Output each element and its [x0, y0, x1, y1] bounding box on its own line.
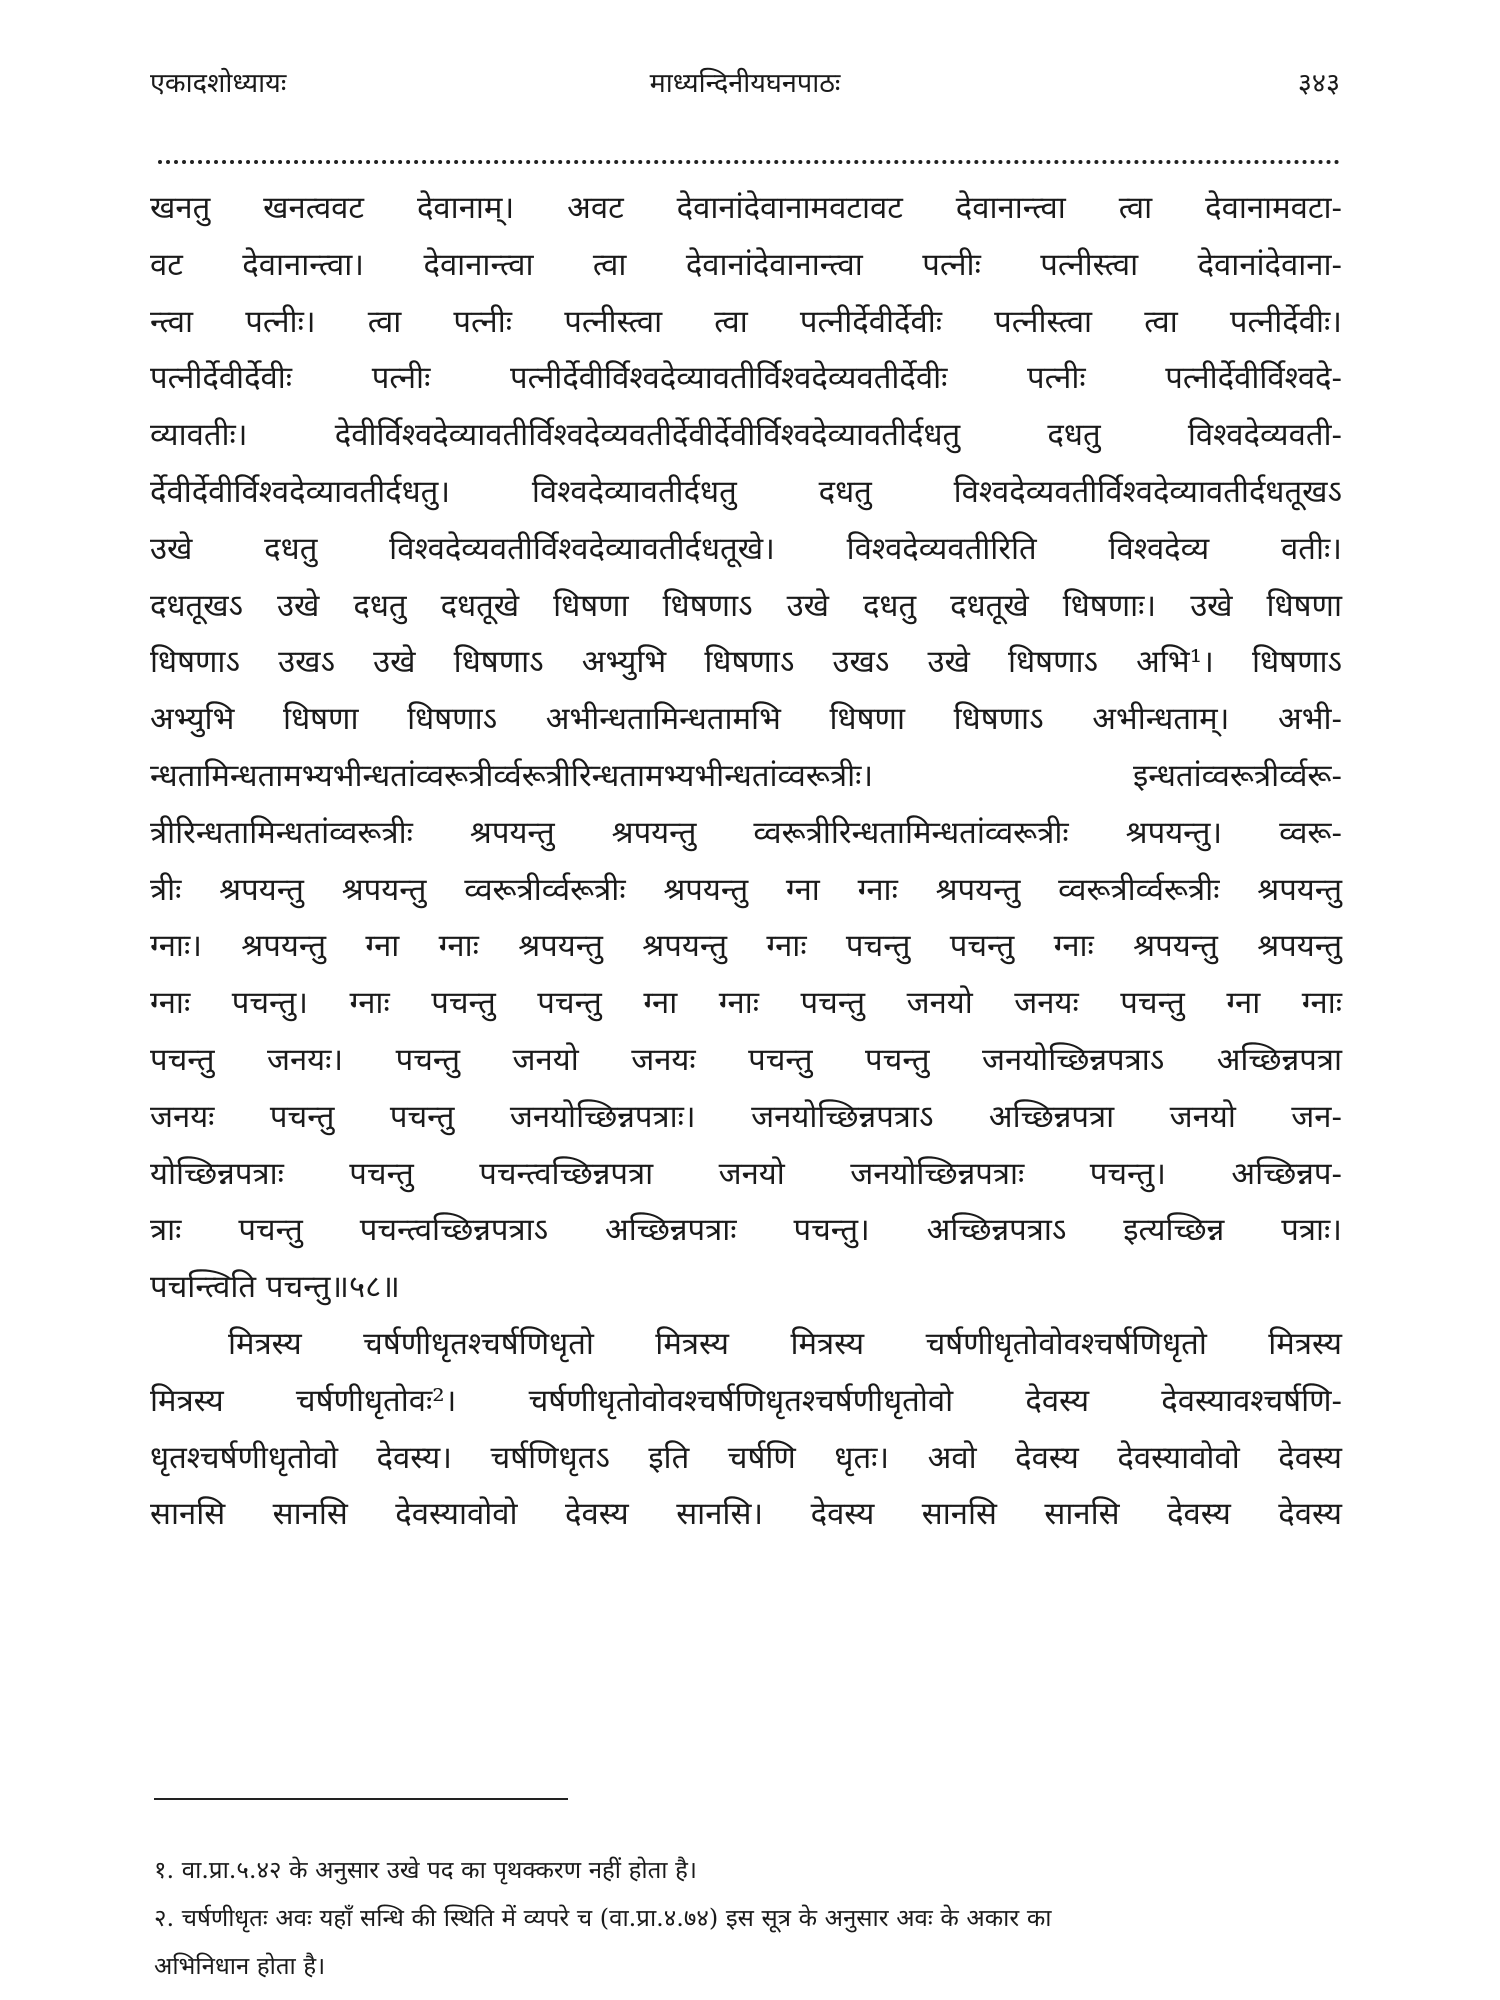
text-line: न्त्वा पत्नीः। त्वा पत्नीः पत्नीस्त्वा त्वा पत्नीर्देवीर्देवीः पत्नीस्त्वा त्वा पत्नीर्देवीः।: [150, 303, 1342, 340]
page-number: ३४३: [1297, 68, 1340, 99]
text-line: अभ्युभि धिषणा धिषणाऽ अभीन्धतामिन्धतामभि धिषणा धिषणाऽ अभीन्धताम्। अभी-: [150, 701, 1342, 738]
text-line: ग्नाः पचन्तु। ग्नाः पचन्तु पचन्तु ग्ना ग्नाः पचन्तु जनयो जनयः पचन्तु ग्ना ग्नाः: [150, 985, 1342, 1022]
text-line: मित्रस्य चर्षणीधृतोवः²। चर्षणीधृतोवोवश्चर्षणिधृतश्चर्षणीधृतोवो देवस्य देवस्यावश्चर्षणि-: [150, 1382, 1342, 1419]
text-line: पचन्तु जनयः। पचन्तु जनयो जनयः पचन्तु पचन्तु जनयोच्छिन्नपत्राऽ अच्छिन्नपत्रा: [150, 1041, 1342, 1078]
text-line: पत्नीर्देवीर्देवीः पत्नीः पत्नीर्देवीर्विश्वदेव्यावतीर्विश्वदेव्यवतीर्देवीः पत्नीः पत्नीर्देवीर्विश्वदे-: [150, 360, 1342, 397]
text-line: जनयः पचन्तु पचन्तु जनयोच्छिन्नपत्राः। जनयोच्छिन्नपत्राऽ अच्छिन्नपत्रा जनयो जन-: [150, 1098, 1342, 1135]
footnote-separator: [154, 1798, 568, 1800]
text-line: न्धतामिन्धतामभ्यभीन्धतांव्वरूत्रीर्व्वरूत्रीरिन्धतामभ्यभीन्धतांव्वरूत्रीः। इन्धतांव्वरूत्रीर्व्वरू-: [150, 757, 1342, 794]
main-text: [150, 180, 1342, 1543]
text-line: त्रीरिन्धतामिन्धतांव्वरूत्रीः श्रपयन्तु श्रपयन्तु व्वरूत्रीरिन्धतामिन्धतांव्वरूत्रीः श्रपयन्तु। व्वरू-: [150, 814, 1342, 851]
text-line: योच्छिन्नपत्राः पचन्तु पचन्त्वच्छिन्नपत्रा जनयो जनयोच्छिन्नपत्राः पचन्तु। अच्छिन्नप-: [150, 1155, 1342, 1192]
text-line: खनतु खनत्ववट देवानाम्। अवट देवानांदेवानामवटावट देवानान्त्वा त्वा देवानामवटा-: [150, 190, 1342, 226]
footnote-2: २. चर्षणीधृतः अवः यहाँ सन्धि की स्थिति में व्यपरे च (वा.प्रा.४.७४) इस सूत्र के अनुसार अवः के अकार का: [154, 1904, 1052, 1932]
text-line: धृतश्चर्षणीधृतोवो देवस्य। चर्षणिधृतऽ इति चर्षणि धृतः। अवो देवस्य देवस्यावोवो देवस्य: [150, 1439, 1342, 1476]
text-line: त्रीः श्रपयन्तु श्रपयन्तु व्वरूत्रीर्व्वरूत्रीः श्रपयन्तु ग्ना ग्नाः श्रपयन्तु व्वरूत्रीर्व्वरूत्रीः श्रपयन्तु: [150, 871, 1342, 908]
book-title: माध्यन्दिनीयघनपाठः: [649, 68, 841, 99]
text-line: सानसि सानसि देवस्यावोवो देवस्य सानसि। देवस्य सानसि सानसि देवस्य देवस्य: [150, 1496, 1342, 1533]
text-line: दधतूखऽ उखे दधतु दधतूखे धिषणा धिषणाऽ उखे दधतु दधतूखे धिषणाः। उखे धिषणा: [150, 587, 1342, 624]
text-line: त्राः पचन्तु पचन्त्वच्छिन्नपत्राऽ अच्छिन्नपत्राः पचन्तु। अच्छिन्नपत्राऽ इत्यच्छिन्न पत्राः।: [150, 1212, 1342, 1249]
footnote-1: १. वा.प्रा.५.४२ के अनुसार उखे पद का पृथक्करण नहीं होता है।: [154, 1856, 697, 1884]
text-line: उखे दधतु विश्वदेव्यवतीर्विश्वदेव्यावतीर्दधतूखे। विश्वदेव्यवतीरिति विश्वदेव्य वतीः।: [150, 530, 1342, 567]
footnote-2-continued: अभिनिधान होता है।: [154, 1952, 326, 1980]
chapter-title: एकादशोध्यायः: [150, 68, 287, 99]
text-line: र्देवीर्देवीर्विश्वदेव्यावतीर्दधतु। विश्वदेव्यावतीर्दधतु दधतु विश्वदेव्यवतीर्विश्वदेव्यावतीर्दधतूखऽ: [150, 473, 1342, 510]
footnotes: [154, 1846, 1344, 1990]
text-line: ग्नाः। श्रपयन्तु ग्ना ग्नाः श्रपयन्तु श्रपयन्तु ग्नाः पचन्तु पचन्तु ग्नाः श्रपयन्तु श्रपयन्तु: [150, 928, 1342, 965]
text-line: धिषणाऽ उखऽ उखे धिषणाऽ अभ्युभि धिषणाऽ उखऽ उखे धिषणाऽ अभि¹। धिषणाऽ: [150, 644, 1342, 681]
running-head: [150, 62, 1340, 106]
text-line: वट देवानान्त्वा। देवानान्त्वा त्वा देवानांदेवानान्त्वा पत्नीः पत्नीस्त्वा देवानांदेवाना-: [150, 246, 1342, 283]
text-line: मित्रस्य चर्षणीधृतश्चर्षणिधृतो मित्रस्य मित्रस्य चर्षणीधृतोवोवश्चर्षणिधृतो मित्रस्य: [228, 1325, 1342, 1362]
verse-end-line: पचन्त्विति पचन्तु॥५८॥: [150, 1269, 400, 1306]
text-line: व्यावतीः। देवीर्विश्वदेव्यावतीर्विश्वदेव्यवतीर्देवीर्देवीर्विश्वदेव्यावतीर्दधतु दधतु विश्वदेव्यवती-: [150, 417, 1342, 454]
header-dotted-rule: [158, 160, 1340, 164]
